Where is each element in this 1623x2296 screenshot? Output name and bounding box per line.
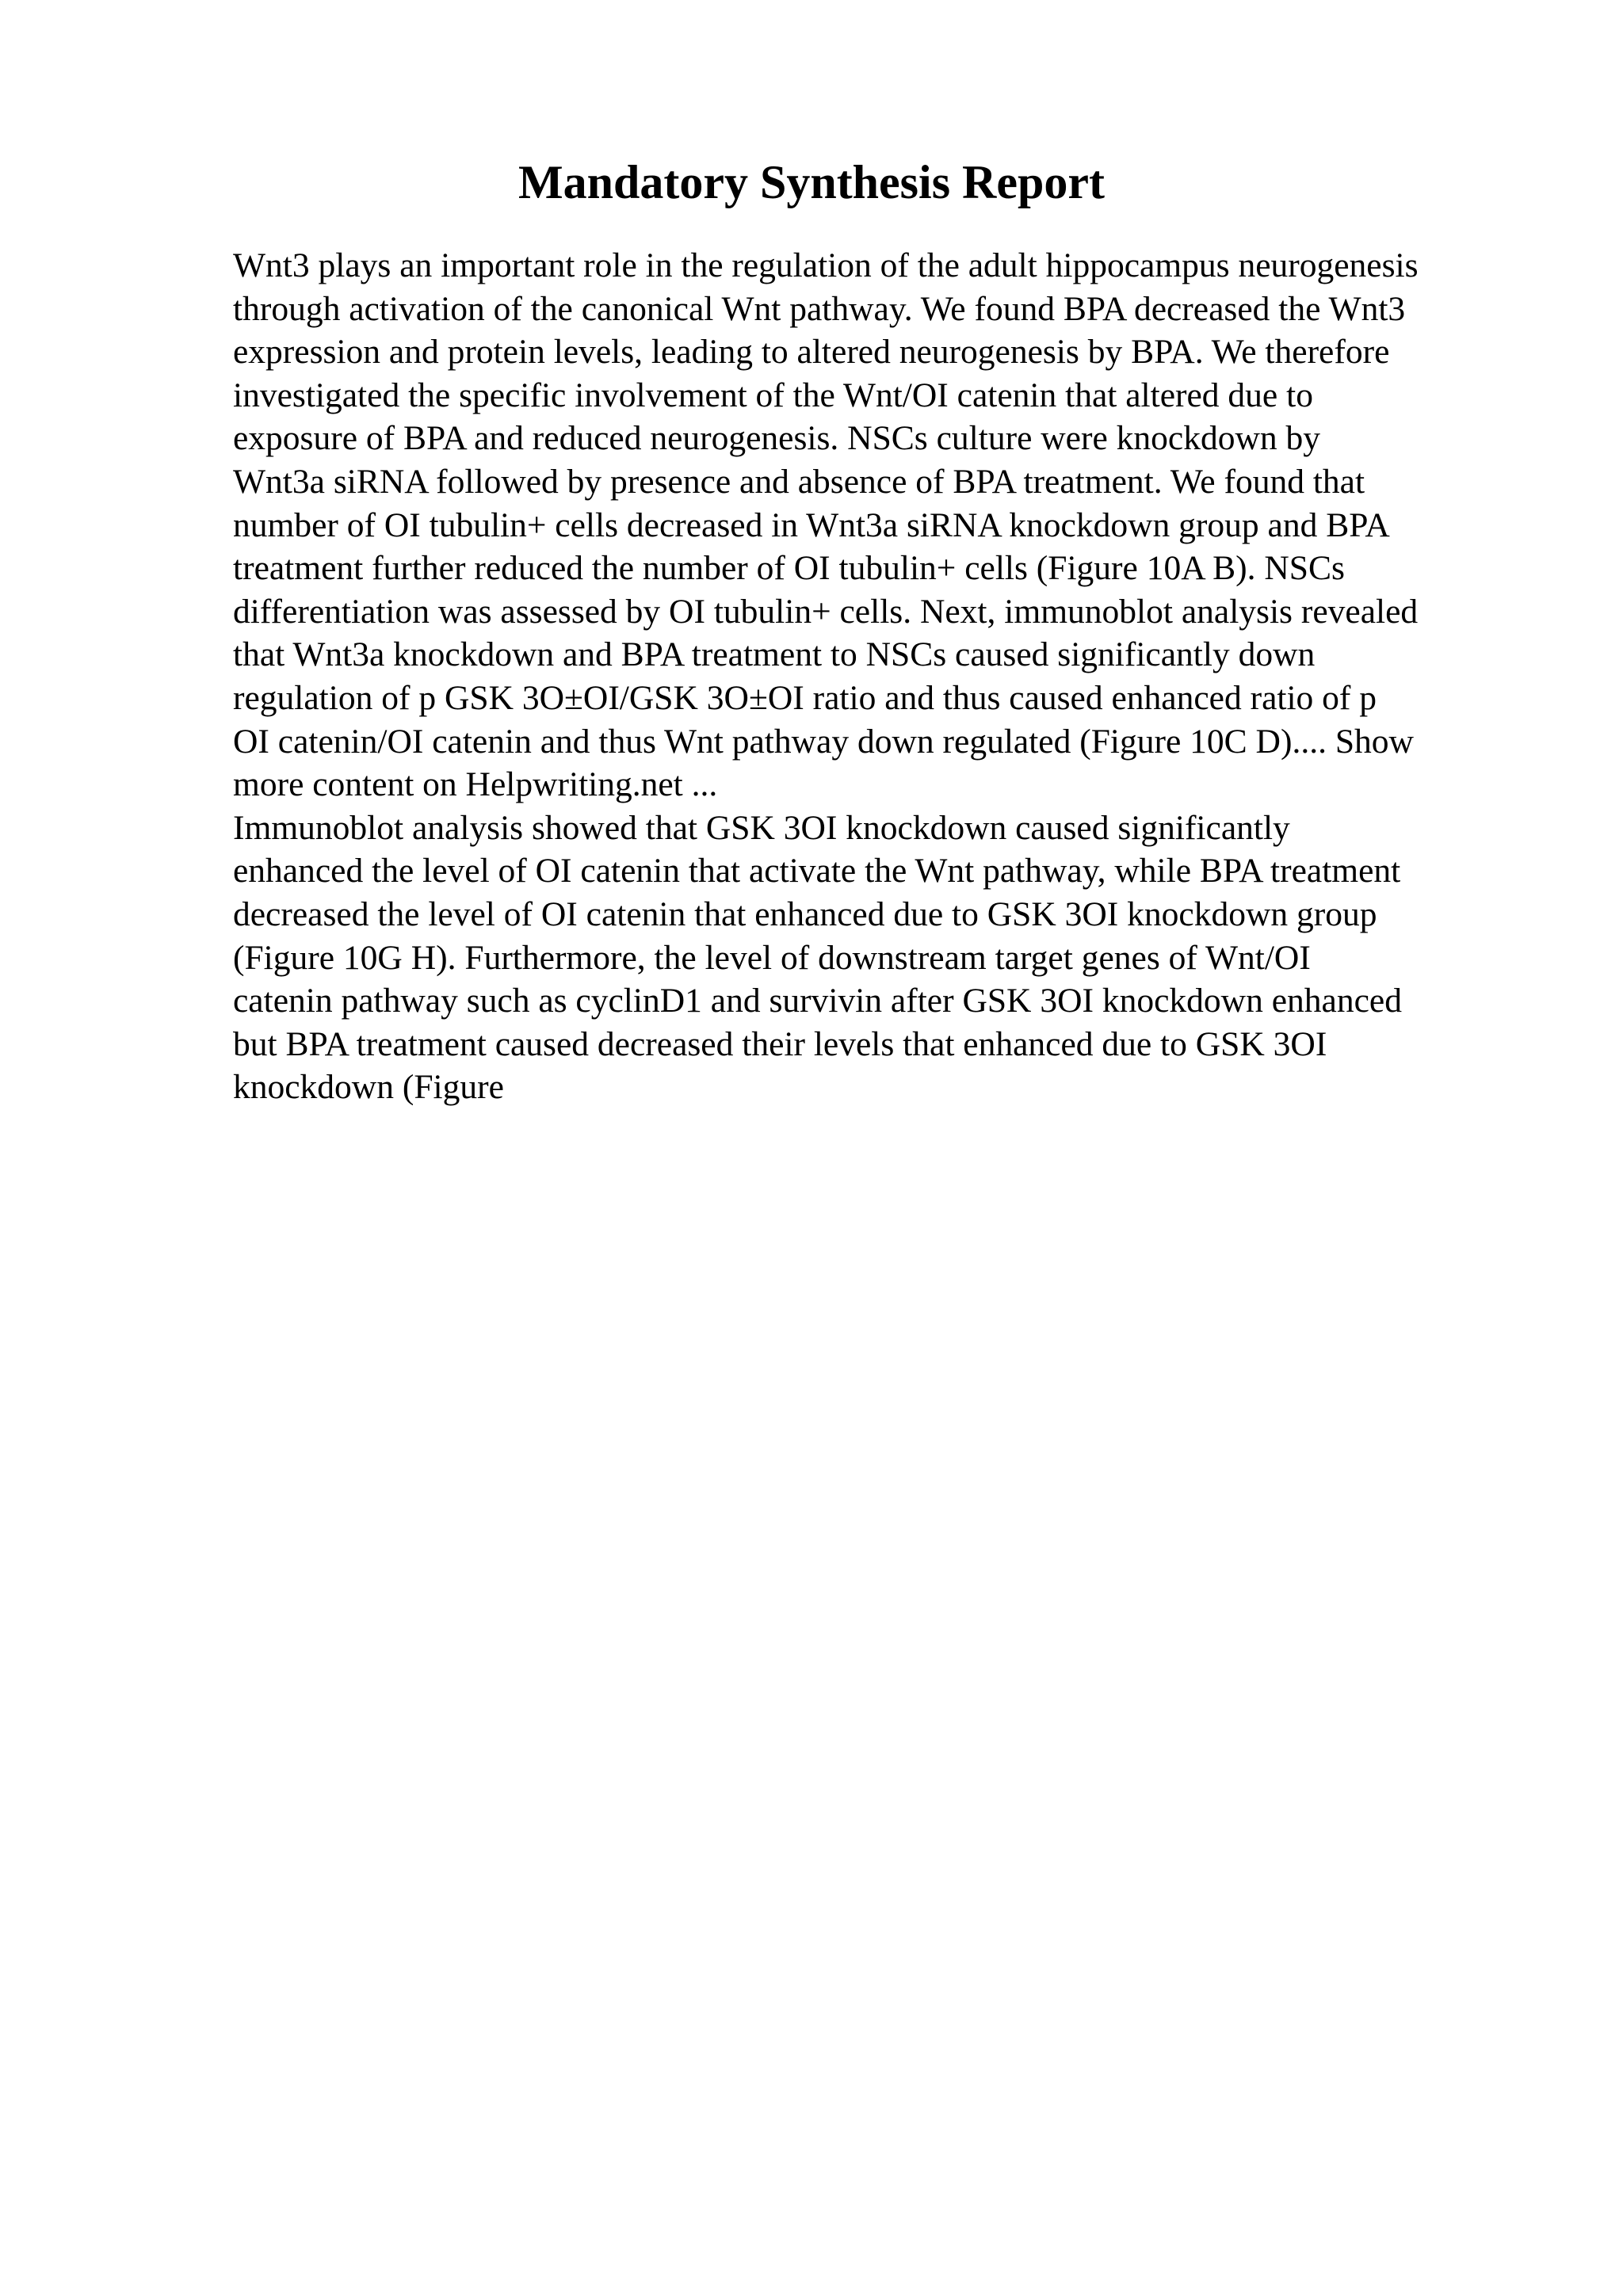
body-line: enhanced the level of OI catenin that activate the Wnt pathway, while BPA treatment <box>233 852 1401 891</box>
body-line: investigated the specific involvement of the Wnt/OI catenin that altered due to <box>233 376 1313 414</box>
body-line: catenin pathway such as cyclinD1 and survivin after GSK 3OI knockdown enhanced <box>233 982 1402 1020</box>
body-line: regulation of p GSK 3O±OI/GSK 3O±OI ratio and thus caused enhanced ratio of p <box>233 678 1377 717</box>
document-body <box>233 244 1533 1109</box>
body-line: treatment further reduced the number of OI tubulin+ cells (Figure 10A B). NSCs <box>233 549 1345 588</box>
document-title: Mandatory Synthesis Report <box>517 156 1105 208</box>
body-line: decreased the level of OI catenin that enhanced due to GSK 3OI knockdown group <box>233 894 1377 933</box>
body-line: OI catenin/OI catenin and thus Wnt pathway down regulated (Figure 10C D).... Show <box>233 722 1414 761</box>
body-line: through activation of the canonical Wnt pathway. We found BPA decreased the Wnt3 <box>233 289 1406 328</box>
body-line: (Figure 10G H). Furthermore, the level of downstream target genes of Wnt/OI <box>233 938 1311 977</box>
body-line: knockdown (Figure <box>233 1068 504 1107</box>
body-line: but BPA treatment caused decreased their levels that enhanced due to GSK 3OI <box>233 1024 1327 1063</box>
body-line: Immunoblot analysis showed that GSK 3OI knockdown caused significantly <box>233 808 1290 847</box>
body-line: expression and protein levels, leading to altered neurogenesis by BPA. We therefore <box>233 333 1390 372</box>
body-line: number of OI tubulin+ cells decreased in Wnt3a siRNA knockdown group and BPA <box>233 505 1390 544</box>
body-line: Wnt3 plays an important role in the regulation of the adult hippocampus neurogenesis <box>233 246 1419 284</box>
body-line: Wnt3a siRNA followed by presence and absence of BPA treatment. We found that <box>233 462 1365 501</box>
body-line: more content on Helpwriting.net ... <box>233 765 718 804</box>
body-line: that Wnt3a knockdown and BPA treatment to NSCs caused significantly down <box>233 635 1316 674</box>
body-line: differentiation was assessed by OI tubulin+ cells. Next, immunoblot analysis revealed <box>233 592 1419 631</box>
body-line: exposure of BPA and reduced neurogenesis. NSCs culture were knockdown by <box>233 419 1320 458</box>
